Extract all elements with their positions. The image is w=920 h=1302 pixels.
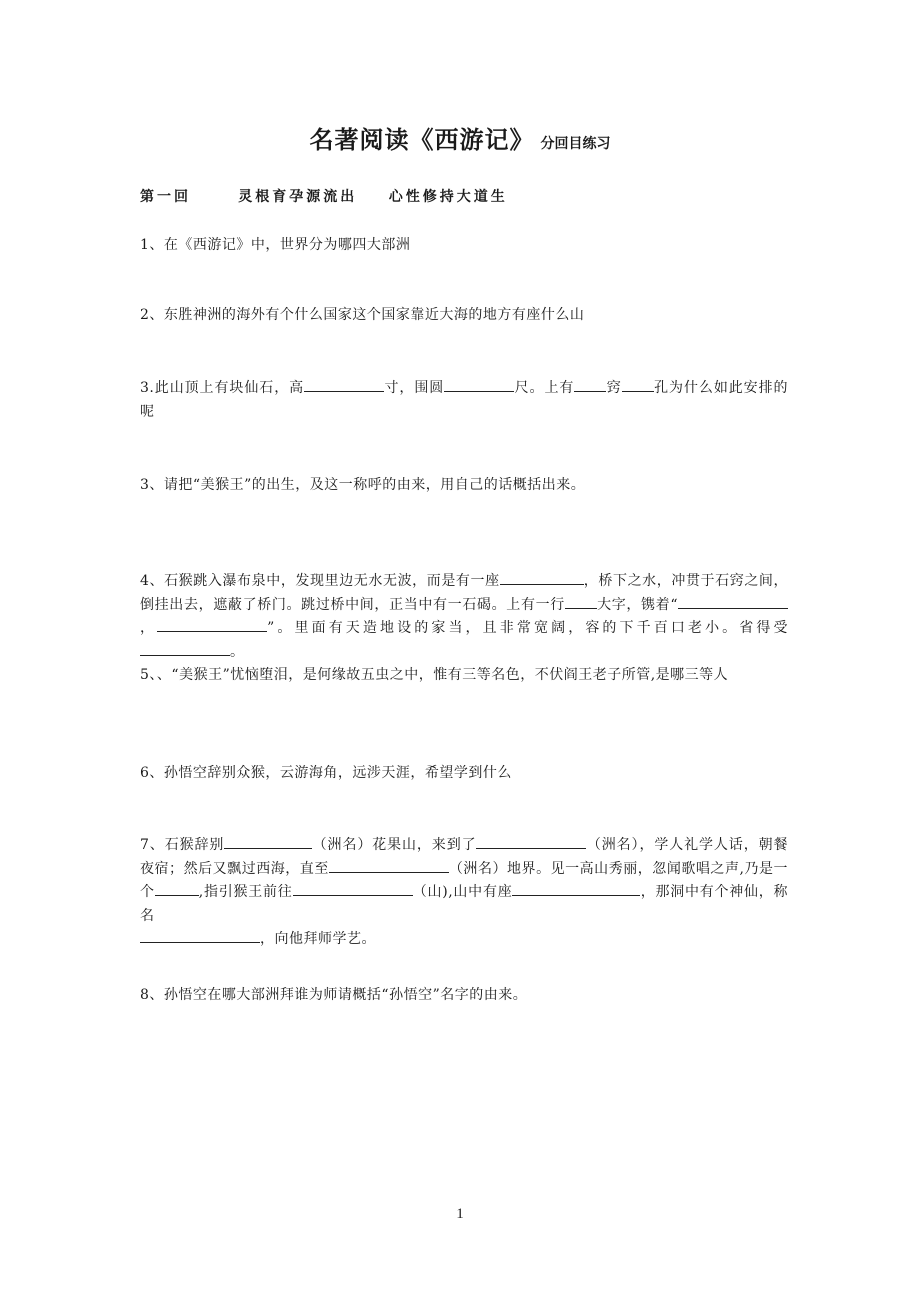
title-main: 名著阅读《西游记》 bbox=[309, 126, 535, 154]
question-1: 1、在《西游记》中，世界分为哪四大部洲 bbox=[140, 237, 411, 253]
q4-text-3: 大字，镌着“ bbox=[596, 596, 678, 613]
q7-text-5: ,指引猴王前往 bbox=[198, 884, 293, 900]
blank[interactable] bbox=[304, 377, 384, 392]
question-2: 2、东胜神洲的海外有个什么国家这个国家靠近大海的地方有座什么山 bbox=[140, 307, 585, 323]
q7-text-1: 7、石猴辞别 bbox=[140, 837, 225, 853]
blank[interactable] bbox=[476, 834, 586, 849]
q4-text-5: ”。里面有天造地设的家当，且非常宽阔，容的下千百口老小。省得受 bbox=[267, 620, 789, 636]
q3a-text-3: 尺。上有 bbox=[514, 380, 575, 396]
blank[interactable] bbox=[157, 617, 267, 632]
q3a-text-5: 孔为什么如此安排的呢 bbox=[140, 380, 789, 420]
question-7 bbox=[140, 834, 788, 952]
blank[interactable] bbox=[500, 570, 584, 585]
blank[interactable] bbox=[512, 881, 640, 896]
blank[interactable] bbox=[444, 377, 514, 392]
q7-text-3: （洲名），学人礼学人话，朝餐夜宿；然后又飘过西海，直至 bbox=[140, 837, 788, 877]
q4-text-6: 。 bbox=[230, 643, 245, 660]
blank[interactable] bbox=[574, 377, 606, 392]
blank[interactable] bbox=[155, 881, 199, 896]
chapter-heading: 第一回 灵根育孕源流出 心性修持大道生 bbox=[140, 189, 508, 205]
document-title bbox=[0, 120, 920, 155]
question-3a bbox=[140, 377, 788, 424]
q4-text-2: ，桥下之水，冲贯于石窍之间，倒挂出去，遮蔽了桥门。跳过桥中间，正当中有一石碣。上有一行 bbox=[140, 573, 789, 613]
q7-text-8: ，向他拜师学艺。 bbox=[260, 931, 376, 947]
blank[interactable] bbox=[329, 858, 449, 873]
blank[interactable] bbox=[140, 641, 230, 656]
question-4 bbox=[140, 570, 788, 664]
q4-text-4: ， bbox=[140, 620, 158, 636]
blank[interactable] bbox=[140, 928, 260, 943]
q3a-text-4: 窍 bbox=[606, 380, 622, 396]
question-5: 5、、“美猴王”忧恼堕泪，是何缘故五虫之中，惟有三等名色，不伏阎王老子所管,是哪三等人 bbox=[140, 667, 729, 683]
q7-text-4: （洲名）地界。见一高山秀丽，忽闻歌唱之声,乃是一个 bbox=[140, 860, 789, 900]
blank[interactable] bbox=[622, 377, 654, 392]
q7-text-2: （洲名）花果山，来到了 bbox=[312, 837, 477, 853]
blank[interactable] bbox=[678, 594, 788, 609]
blank[interactable] bbox=[565, 594, 597, 609]
question-6: 6、孙悟空辞别众猴，云游海角，远涉天涯，希望学到什么 bbox=[140, 765, 512, 781]
blank[interactable] bbox=[224, 834, 312, 849]
blank[interactable] bbox=[293, 881, 413, 896]
question-3b: 3、请把“美猴王”的出生，及这一称呼的由来，用自己的话概括出来。 bbox=[140, 477, 586, 493]
q3a-text-2: 寸，围圆 bbox=[384, 380, 445, 396]
q4-text-1: 4、石猴跳入瀑布泉中，发现里边无水无波，而是有一座 bbox=[140, 573, 500, 589]
q7-text-7: ，那洞中有个神仙，称名 bbox=[140, 884, 789, 924]
title-sub: 分回目练习 bbox=[540, 136, 611, 152]
q3a-text-1: 3.此山顶上有块仙石，高 bbox=[140, 380, 305, 396]
question-8: 8、孙悟空在哪大部洲拜谁为师请概括“孙悟空”名字的由来。 bbox=[140, 987, 528, 1003]
q7-text-6: （山),山中有座 bbox=[412, 884, 513, 900]
page-number: 1 bbox=[456, 1206, 464, 1222]
